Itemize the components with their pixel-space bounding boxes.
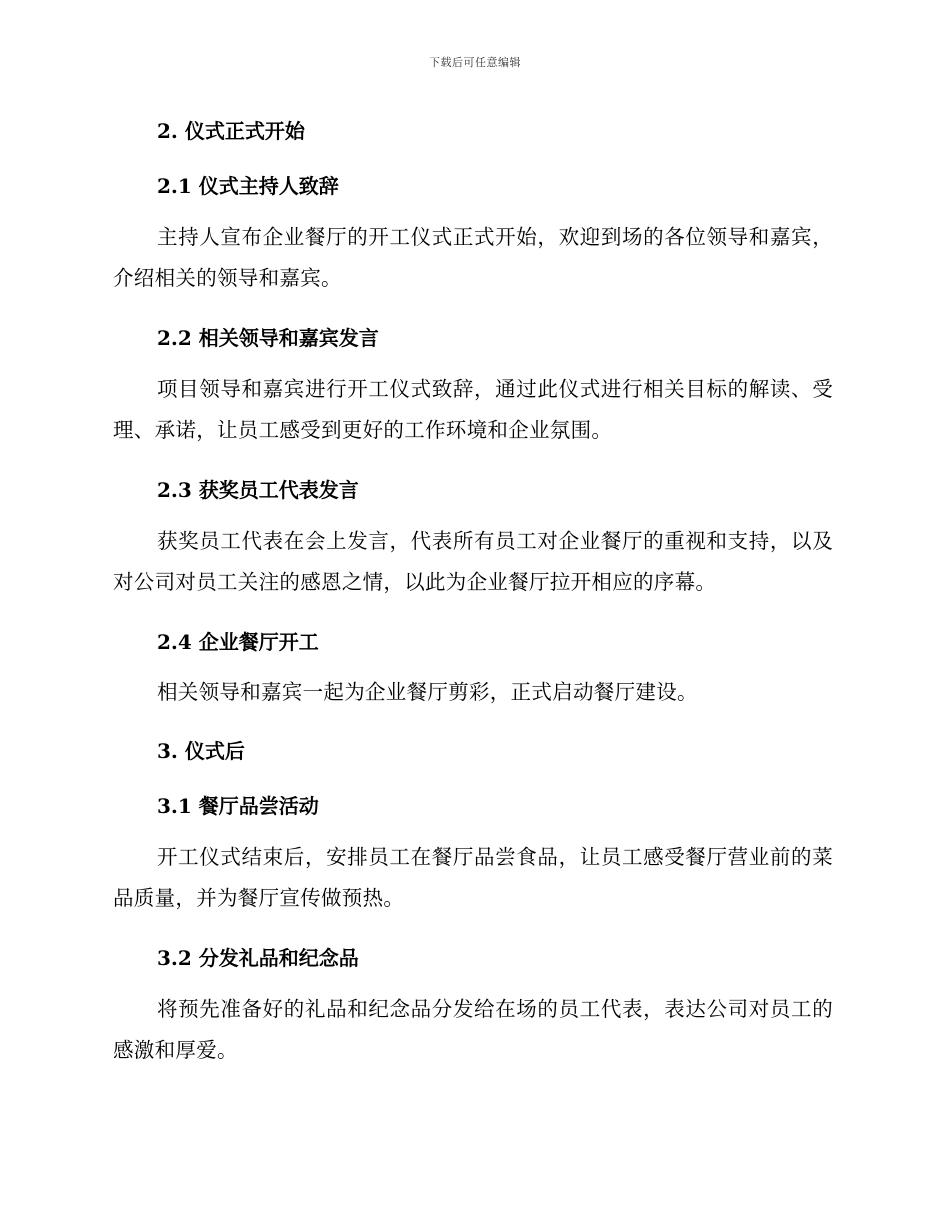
- paragraph-2-2: 项目领导和嘉宾进行开工仪式致辞，通过此仪式进行相关目标的解读、受理、承诺，让员工感受到更好的工作环境和企业氛围。: [113, 377, 833, 442]
- section-heading-3-1: 3.1 餐厅品尝活动: [157, 794, 319, 818]
- paragraph-3-2: 将预先准备好的礼品和纪念品分发给在场的员工代表，表达公司对员工的感激和厚爱。: [113, 997, 833, 1062]
- section-heading-3-2: 3.2 分发礼品和纪念品: [157, 946, 359, 970]
- paragraph-2-1: 主持人宣布企业餐厅的开工仪式正式开始，欢迎到场的各位领导和嘉宾，介绍相关的领导和嘉宾。: [113, 225, 833, 290]
- section-heading-3: 3. 仪式后: [157, 739, 245, 763]
- paragraph-3-1: 开工仪式结束后，安排员工在餐厅品尝食品，让员工感受餐厅营业前的菜品质量，并为餐厅宣传做预热。: [113, 845, 833, 910]
- section-heading-2: 2. 仪式正式开始: [157, 119, 305, 143]
- section-heading-2-1: 2.1 仪式主持人致辞: [157, 174, 339, 198]
- section-heading-2-4: 2.4 企业餐厅开工: [157, 630, 319, 654]
- header-note: 下载后可任意编辑: [429, 56, 521, 69]
- section-heading-2-3: 2.3 获奖员工代表发言: [157, 478, 359, 502]
- paragraph-2-4: 相关领导和嘉宾一起为企业餐厅剪彩，正式启动餐厅建设。: [157, 680, 698, 704]
- paragraph-2-3: 获奖员工代表在会上发言，代表所有员工对企业餐厅的重视和支持，以及对公司对员工关注的感恩之情，以此为企业餐厅拉开相应的序幕。: [113, 529, 833, 594]
- section-heading-2-2: 2.2 相关领导和嘉宾发言: [157, 326, 379, 350]
